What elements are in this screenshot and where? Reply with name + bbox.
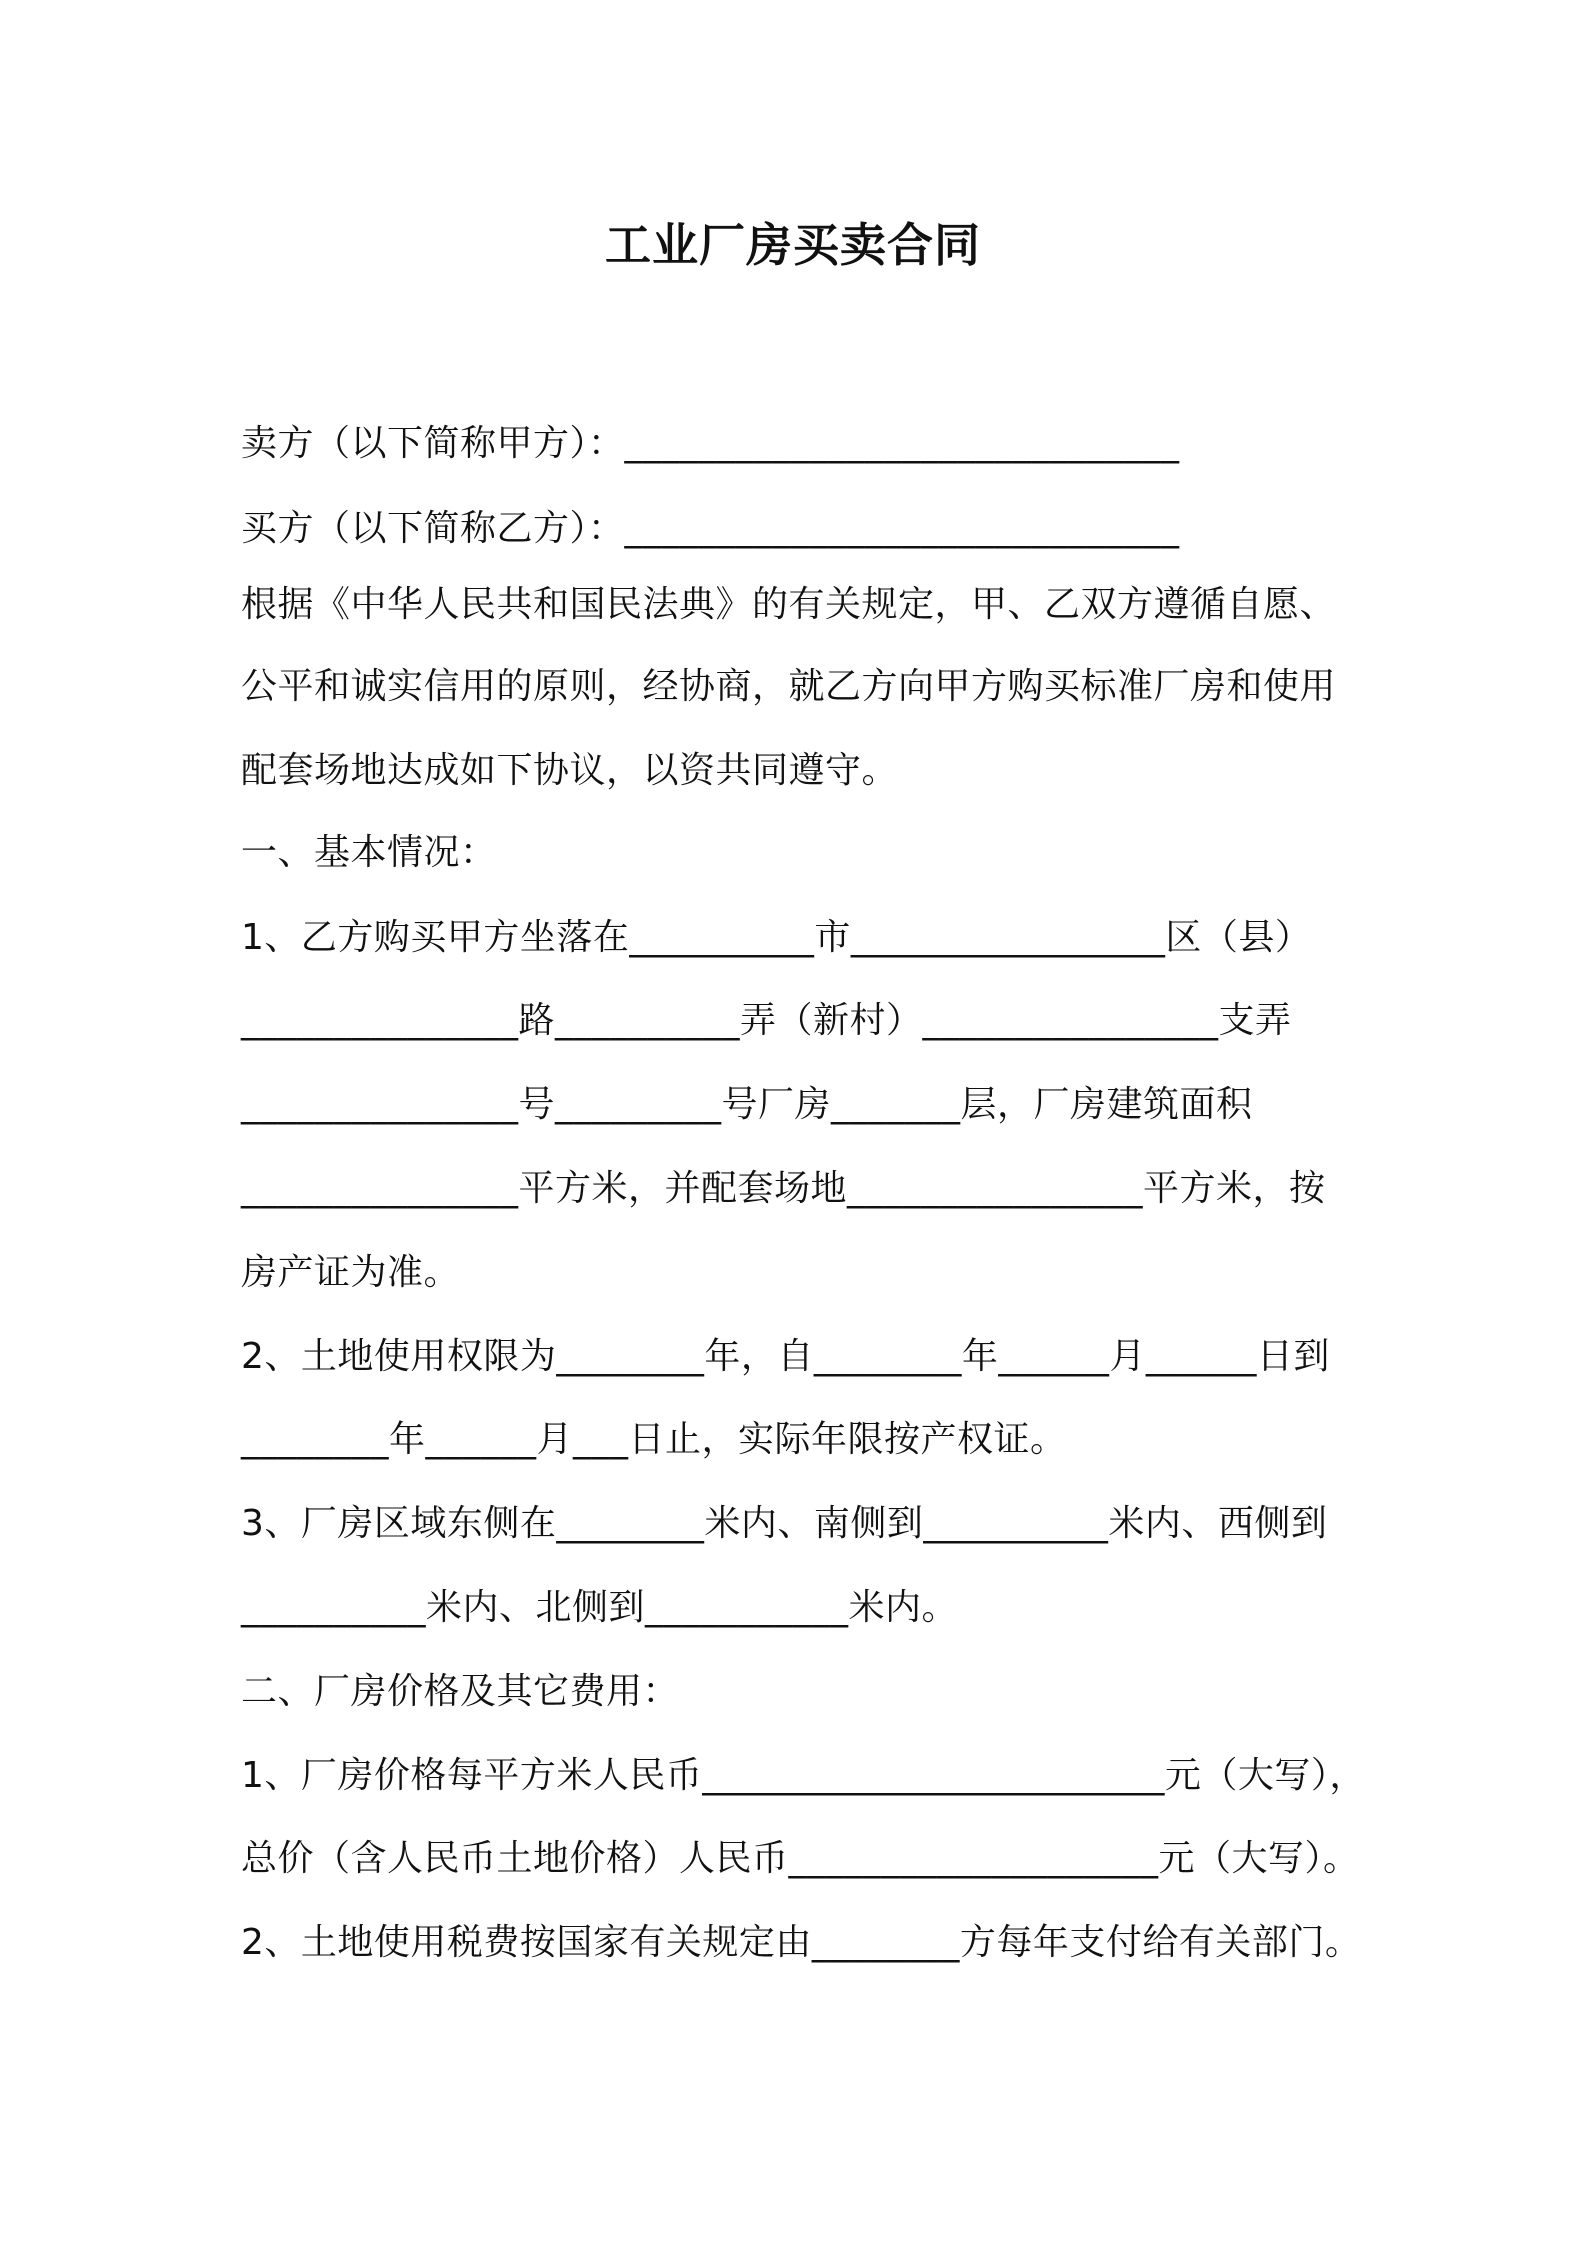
preamble-line-2: 公平和诚实信用的原则，经协商，就乙方向甲方购买标准厂房和使用: [241, 666, 1337, 707]
clause-2-1-line-1: 1、厂房价格每平方米人民币_________________________元（大写），: [241, 1755, 1366, 1796]
clause-1-1-line-2: _______________路__________弄（新村）________________支弄: [241, 1000, 1292, 1041]
clause-1-1-line-3: _______________号_________号厂房_______层，厂房建筑面积: [241, 1084, 1253, 1125]
buyer-line: 买方（以下简称乙方）：______________________________: [241, 508, 1180, 549]
clause-1-2-line-2: ________年______月___日止，实际年限按产权证。: [241, 1419, 1067, 1460]
clause-1-1-line-4: _______________平方米，并配套场地________________平方米，按: [241, 1168, 1326, 1209]
clause-2-1-line-2: 总价（含人民币土地价格）人民币____________________元（大写）。: [241, 1838, 1360, 1879]
section-heading-basic-info: 一、基本情况：: [241, 832, 497, 873]
seller-line: 卖方（以下简称甲方）：______________________________: [241, 423, 1180, 464]
preamble-line-3: 配套场地达成如下协议，以资共同遵守。: [241, 750, 899, 791]
clause-2-2-line-1: 2、土地使用税费按国家有关规定由________方每年支付给有关部门。: [241, 1922, 1362, 1963]
clause-1-1-line-1: 1、乙方购买甲方坐落在__________市_________________区（县）: [241, 917, 1312, 958]
document-title: 工业厂房买卖合同: [605, 218, 981, 272]
clause-1-2-line-1: 2、土地使用权限为________年，自________年______月______日到: [241, 1336, 1330, 1377]
clause-1-3-line-1: 3、厂房区域东侧在________米内、南侧到__________米内、西侧到: [241, 1503, 1328, 1544]
section-heading-price: 二、厂房价格及其它费用：: [241, 1671, 680, 1712]
clause-1-1-line-5: 房产证为准。: [241, 1252, 461, 1293]
clause-1-3-line-2: __________米内、北侧到___________米内。: [241, 1587, 959, 1628]
preamble-line-1: 根据《中华人民共和国民法典》的有关规定，甲、乙双方遵循自愿、: [241, 584, 1337, 625]
